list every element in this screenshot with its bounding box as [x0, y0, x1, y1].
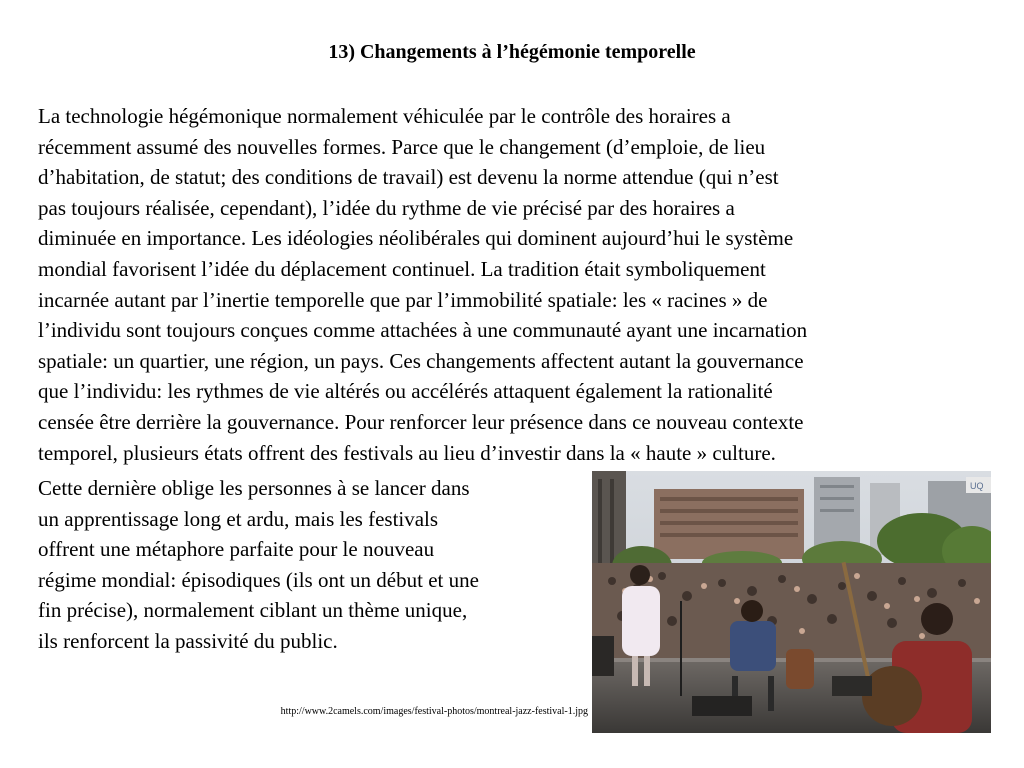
festival-photo [592, 471, 991, 733]
paragraph-line: temporel, plusieurs états offrent des festivals au lieu d’investir dans la « haute » culture. [38, 440, 776, 465]
building-sign-text: UQ [970, 481, 984, 491]
image-source-url[interactable]: http://www.2camels.com/images/festival-photos/montreal-jazz-festival-1.jpg [280, 706, 588, 717]
paragraph-line: La technologie hégémonique normalement véhiculée par le contrôle des horaires a [38, 104, 731, 128]
paragraph-line: l’individu sont toujours conçues comme attachées à une communauté ayant une incarnation [38, 318, 808, 343]
side-paragraph-line: régime mondial: épisodiques (ils ont un début et une [38, 567, 479, 592]
side-paragraph-line: Cette dernière oblige les personnes à se lancer dans [38, 476, 470, 500]
side-paragraph [38, 473, 583, 657]
paragraph-line: spatiale: un quartier, une région, un pays. Ces changements affectent autant la gouvernance [38, 348, 804, 373]
paragraph-line: censée être derrière la gouvernance. Pour renforcer leur présence dans ce nouveau contexte [38, 409, 804, 434]
side-paragraph-line: un apprentissage long et ardu, mais les festivals [38, 506, 439, 531]
paragraph-line: diminuée en importance. Les idéologies néolibérales qui dominent aujourd’hui le système [38, 226, 794, 251]
paragraph-line: mondial favorisent l’idée du déplacement continuel. La tradition était symboliquement [38, 256, 766, 281]
slide-title: 13) Changements à l’hégémonie temporelle [328, 41, 696, 63]
festival-photo-illustration [592, 471, 991, 733]
side-paragraph-line: ils renforcent la passivité du public. [38, 628, 338, 653]
paragraph-line: récemment assumé des nouvelles formes. Parce que le changement (d’emploie, de lieu [38, 134, 766, 159]
paragraph-line: pas toujours réalisée, cependant), l’idée du rythme de vie précisé par des horaires a [38, 195, 735, 220]
side-paragraph-line: offrent une métaphore parfaite pour le nouveau [38, 537, 435, 562]
side-paragraph-line: fin précise), normalement ciblant un thème unique, [38, 598, 468, 623]
paragraph-line: d’habitation, de statut; des conditions de travail) est devenu la norme attendue (qui n’est [38, 165, 779, 190]
paragraph-line: que l’individu: les rythmes de vie altérés ou accélérés attaquent également la rationalité [38, 379, 773, 404]
paragraph-line: incarnée autant par l’inertie temporelle que par l’immobilité spatiale: les « racines » de [38, 287, 768, 312]
main-paragraph [38, 101, 983, 468]
